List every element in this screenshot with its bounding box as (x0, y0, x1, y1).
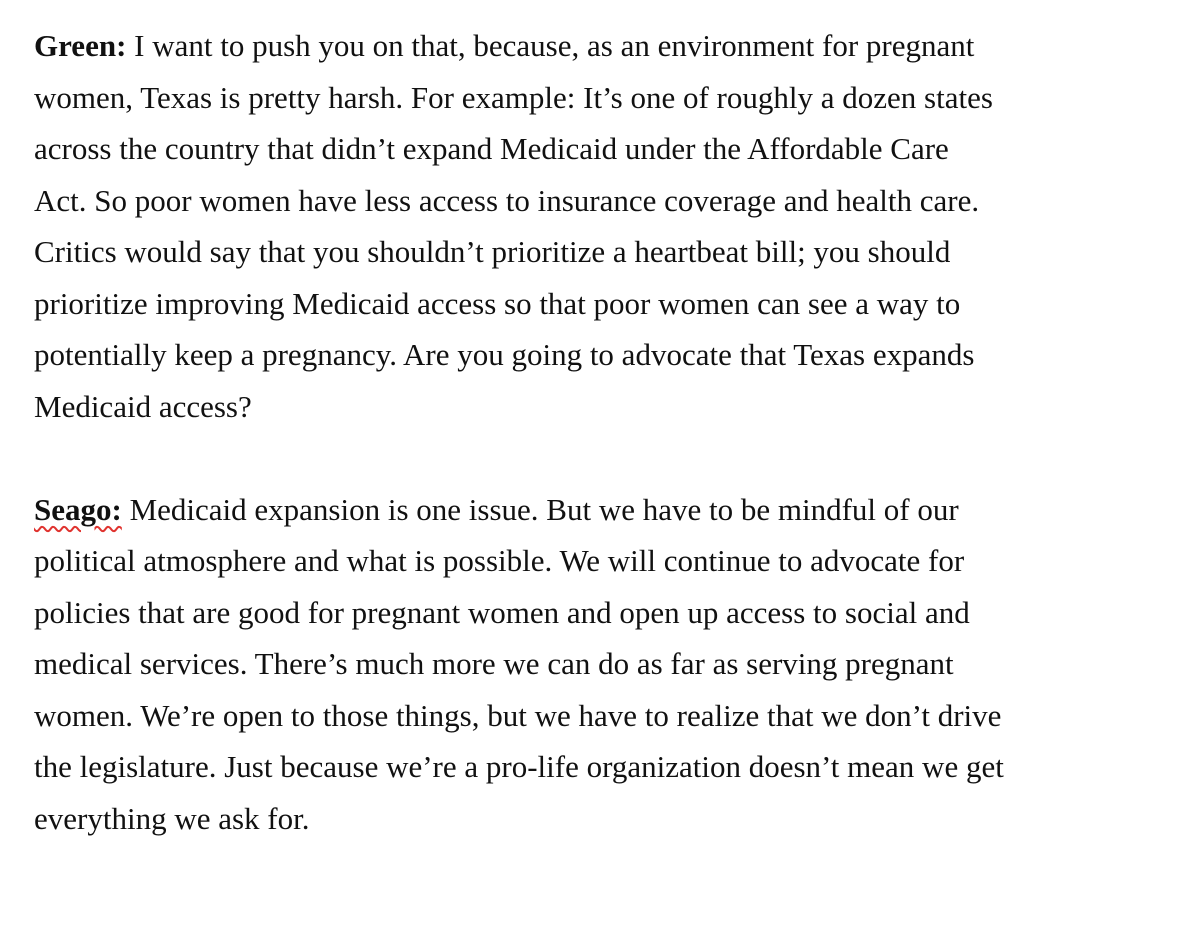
paragraph-line: political atmosphere and what is possible. We will continue to advocate for (34, 543, 965, 578)
line-text: I want to push you on that, because, as an environment for pregnant (126, 28, 975, 63)
speaker-label: Seago: (34, 491, 122, 527)
paragraph-gap (34, 432, 1184, 484)
paragraph-line: Critics would say that you shouldn’t prioritize a heartbeat bill; you should (34, 234, 951, 269)
paragraph-line (34, 484, 1184, 536)
paragraph-line: everything we ask for. (34, 800, 310, 836)
paragraph-line (34, 20, 1184, 72)
paragraph-line: across the country that didn’t expand Medicaid under the Affordable Care (34, 131, 949, 166)
line-text: Medicaid expansion is one issue. But we have to be mindful of our (121, 491, 959, 527)
paragraph-line: women, Texas is pretty harsh. For example: It’s one of roughly a dozen states (34, 79, 993, 115)
question-paragraph (34, 20, 1184, 432)
paragraph-line: Medicaid access? (34, 388, 252, 424)
paragraph-line: the legislature. Just because we’re a pro-life organization doesn’t mean we get (34, 749, 1004, 784)
paragraph-line: women. We’re open to those things, but we have to realize that we don’t drive (34, 697, 1002, 733)
paragraph-line: potentially keep a pregnancy. Are you going to advocate that Texas expands (34, 337, 975, 372)
paragraph-line: medical services. There’s much more we can do as far as serving pregnant (34, 646, 954, 681)
paragraph-line: Act. So poor women have less access to insurance coverage and health care. (34, 182, 980, 218)
paragraph-line: policies that are good for pregnant women and open up access to social and (34, 594, 970, 630)
speaker-label: Green: (34, 28, 127, 63)
document-body (34, 20, 1184, 844)
answer-paragraph (34, 484, 1184, 845)
paragraph-line: prioritize improving Medicaid access so that poor women can see a way to (34, 285, 961, 321)
